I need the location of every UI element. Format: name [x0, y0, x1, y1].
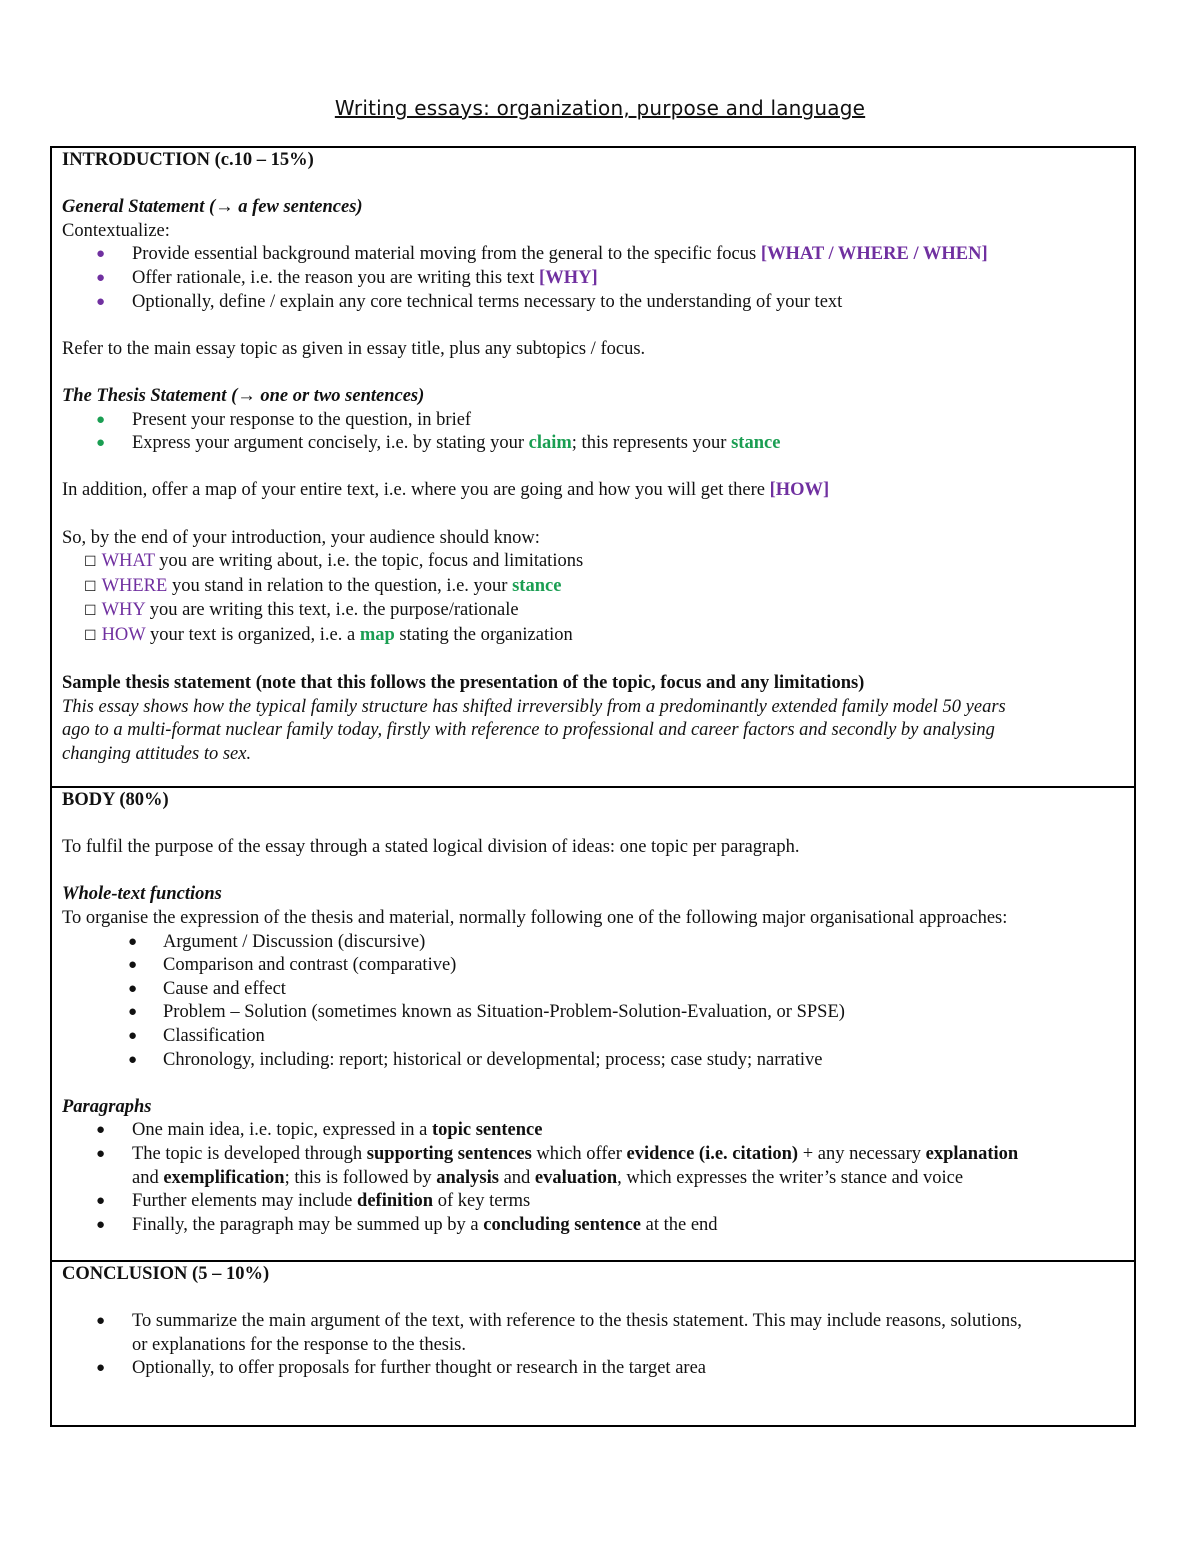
- checkbox-icon: ☐: [84, 579, 97, 595]
- checkbox-icon: ☐: [84, 604, 97, 620]
- paragraphs-heading: Paragraphs: [62, 1096, 152, 1117]
- checklist-item: ☐ WHERE you stand in relation to the question, i.e. your stance: [84, 575, 562, 596]
- bullet-icon: ●: [128, 1027, 138, 1044]
- checkbox-icon: ☐: [84, 628, 97, 644]
- sample-thesis-line: changing attitudes to sex.: [62, 743, 252, 764]
- bullet-icon: ●: [96, 1145, 106, 1162]
- list-item: ● Classification: [62, 1025, 1120, 1049]
- bullet-icon: ●: [128, 933, 138, 950]
- bullet-icon: ●: [128, 957, 138, 974]
- bullet-icon: ●: [96, 1122, 106, 1139]
- bullet-icon: ●: [96, 1193, 106, 1210]
- sample-thesis-line: ago to a multi-format nuclear family today, firstly with reference to professional and career factors and secondly by analysing: [62, 720, 995, 741]
- refer-text: Refer to the main essay topic as given in essay title, plus any subtopics / focus.: [62, 338, 646, 359]
- sample-heading: Sample thesis statement (note that this follows the presentation of the topic, focus and any limitations): [62, 673, 865, 694]
- document-title: Writing essays: organization, purpose and language: [334, 96, 866, 120]
- bullet-icon: ●: [96, 269, 106, 286]
- body-section: [50, 786, 1136, 1262]
- whole-text-heading: Whole-text functions: [62, 884, 222, 905]
- contextualize-label: Contextualize:: [62, 220, 170, 241]
- bullet-icon: ●: [96, 1313, 106, 1330]
- bullet-icon: ●: [128, 980, 138, 997]
- checklist-item: ☐ HOW your text is organized, i.e. a map stating the organization: [84, 624, 573, 645]
- list-item: ● Provide essential background material moving from the general to the specific focus [WHAT / WHERE / WHEN]: [62, 243, 1120, 267]
- body-heading: BODY (80%): [62, 790, 169, 810]
- list-item: ● Comparison and contrast (comparative): [62, 954, 1120, 978]
- intro-heading: INTRODUCTION (c.10 – 15%): [62, 150, 314, 170]
- list-item: ● Optionally, to offer proposals for further thought or research in the target area: [62, 1357, 1120, 1381]
- list-item: ● The topic is developed through supporting sentences which offer evidence (i.e. citation) + any necessary explanation: [62, 1143, 1120, 1167]
- bullet-icon: ●: [96, 435, 106, 452]
- checkbox-icon: ☐: [84, 555, 97, 571]
- conclusion-heading: CONCLUSION (5 – 10%): [62, 1264, 270, 1284]
- bullet-icon: ●: [128, 1051, 138, 1068]
- list-item: ● One main idea, i.e. topic, expressed in a topic sentence: [62, 1119, 1120, 1143]
- list-item: ● Further elements may include definition of key terms: [62, 1190, 1120, 1214]
- list-item: ● Problem – Solution (sometimes known as Situation-Problem-Solution-Evaluation, or SPSE): [62, 1001, 1120, 1025]
- list-item: ● Offer rationale, i.e. the reason you are writing this text [WHY]: [62, 267, 1120, 291]
- bullet-icon: ●: [96, 1360, 106, 1377]
- list-item: ● Express your argument concisely, i.e. by stating your claim; this represents your stance: [62, 432, 1120, 456]
- bullet-icon: ●: [96, 293, 106, 310]
- list-item: ● To summarize the main argument of the text, with reference to the thesis statement. This may include reasons, solutions,: [62, 1310, 1120, 1334]
- list-item: ● Finally, the paragraph may be summed up by a concluding sentence at the end: [62, 1214, 1120, 1238]
- map-text: In addition, offer a map of your entire text, i.e. where you are going and how you will get there [HOW]: [62, 480, 830, 501]
- general-statement-heading: General Statement (→ a few sentences): [62, 197, 363, 218]
- sample-thesis-line: This essay shows how the typical family structure has shifted irreversibly from a predominantly extended family model 50 years: [62, 696, 1006, 717]
- list-item: ● Argument / Discussion (discursive): [62, 931, 1120, 955]
- whole-text-intro: To organise the expression of the thesis and material, normally following one of the following major organisational approaches:: [62, 907, 1008, 928]
- checklist-item: ☐ WHY you are writing this text, i.e. the purpose/rationale: [84, 600, 519, 621]
- list-item: ● Chronology, including: report; historical or developmental; process; case study; narrative: [62, 1049, 1120, 1073]
- introduction-section: [50, 146, 1136, 788]
- conclusion-section: [50, 1260, 1136, 1427]
- list-item-continuation: and exemplification; this is followed by analysis and evaluation, which expresses the writer’s stance and voice: [132, 1167, 964, 1188]
- bullet-icon: ●: [96, 246, 106, 263]
- bullet-icon: ●: [96, 411, 106, 428]
- list-item-continuation: or explanations for the response to the thesis.: [132, 1334, 466, 1355]
- list-item: ● Cause and effect: [62, 978, 1120, 1002]
- bullet-icon: ●: [96, 1216, 106, 1233]
- body-purpose: To fulfil the purpose of the essay through a stated logical division of ideas: one topic per paragraph.: [62, 837, 800, 858]
- bullet-icon: ●: [128, 1004, 138, 1021]
- thesis-heading: The Thesis Statement (→ one or two sentences): [62, 385, 425, 406]
- list-item: ● Optionally, define / explain any core technical terms necessary to the understanding of your text: [62, 291, 1120, 315]
- list-item: ● Present your response to the question, in brief: [62, 409, 1120, 433]
- checklist-item: ☐ WHAT you are writing about, i.e. the topic, focus and limitations: [84, 551, 584, 572]
- know-text: So, by the end of your introduction, your audience should know:: [62, 527, 540, 548]
